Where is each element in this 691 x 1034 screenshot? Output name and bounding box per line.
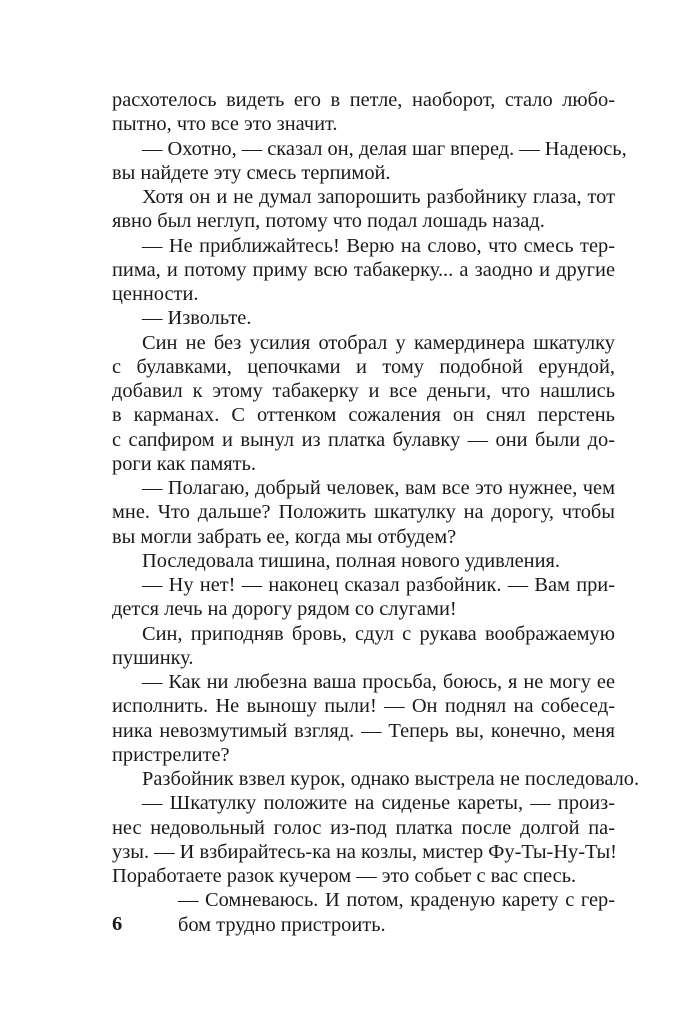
text-line: — Ну нет! — наконец сказал разбойник. — Вам при- (142, 574, 615, 596)
text-line: узы. — И взбирайтесь-ка на козлы, мистер Фу-Ты-Ну-Ты! (112, 840, 617, 863)
text-line: в карманах. С оттенком сожаления он снял перстень (112, 404, 615, 427)
text-line: Син не без усилия отобрал у камердинера шкатулку (142, 331, 615, 354)
text-line: — Как ни любезна ваша просьба, боюсь, я не могу ее (142, 671, 615, 693)
text-line: Поработаете разок кучером — это собьет с вас спесь. (112, 865, 577, 887)
text-line: пытно, что все это значит. (112, 113, 338, 136)
text-line: явно был неглуп, потому что подал лошадь назад. (112, 210, 545, 233)
text-line: вы найдете эту смесь терпимой. (112, 161, 391, 184)
text-line: — Полагаю, добрый человек, вам все это нужнее, чем (142, 477, 615, 499)
text-line: — Шкатулку положите на сиденье кареты, — произ- (142, 792, 615, 815)
text-line: мне. Что дальше? Положить шкатулку на дорогу, чтобы (112, 501, 615, 524)
text-line: Последовала тишина, полная нового удивления. (142, 549, 560, 572)
text-line: вы могли забрать ее, когда мы отбудем? (112, 525, 457, 548)
text-line: исполнить. Не выношу пыли! — Он поднял на собесед- (112, 695, 615, 718)
text-line: Син, приподняв бровь, сдул с рукава воображаемую (142, 622, 615, 645)
text-line: — Извольте. (142, 307, 252, 330)
text-line: пушинку. (112, 646, 194, 669)
page-body-text (112, 88, 640, 937)
text-line: пима, и потому приму всю табакерку... а заодно и другие (112, 258, 615, 281)
text-line: пристрелите? (112, 743, 230, 766)
text-line: Хотя он и не думал запорошить разбойнику глаза, тот (142, 186, 615, 208)
text-line: нес недовольный голос из-под платка после долгой па- (112, 816, 615, 839)
text-line: добавил к этому табакерку и все деньги, что нашлись (112, 380, 615, 402)
text-line: ника невозмутимый взгляд. — Теперь вы, конечно, меня (112, 719, 615, 742)
page-number: 6 (112, 913, 123, 935)
text-line: ценности. (112, 283, 199, 305)
text-line: дется лечь на дорогу рядом со слугами! (112, 598, 457, 621)
text-line: — Охотно, — сказал он, делая шаг вперед. — Надеюсь, (142, 137, 627, 160)
text-line: Разбойник взвел курок, однако выстрела не последовало. (142, 768, 640, 790)
text-line: роги как память. (112, 452, 256, 475)
text-line: с булавками, цепочками и тому подобной ерундой, (112, 355, 615, 378)
text-line: — Не приближайтесь! Верю на слово, что смесь тер- (142, 234, 615, 257)
text-line: — Сомневаюсь. И потом, краденую карету с гер- (178, 889, 615, 912)
text-line: расхотелось видеть его в петле, наоборот, стало любо- (112, 89, 615, 111)
text-line: с сапфиром и вынул из платка булавку — они были до- (112, 428, 615, 451)
text-line: бом трудно пристроить. (178, 913, 386, 936)
